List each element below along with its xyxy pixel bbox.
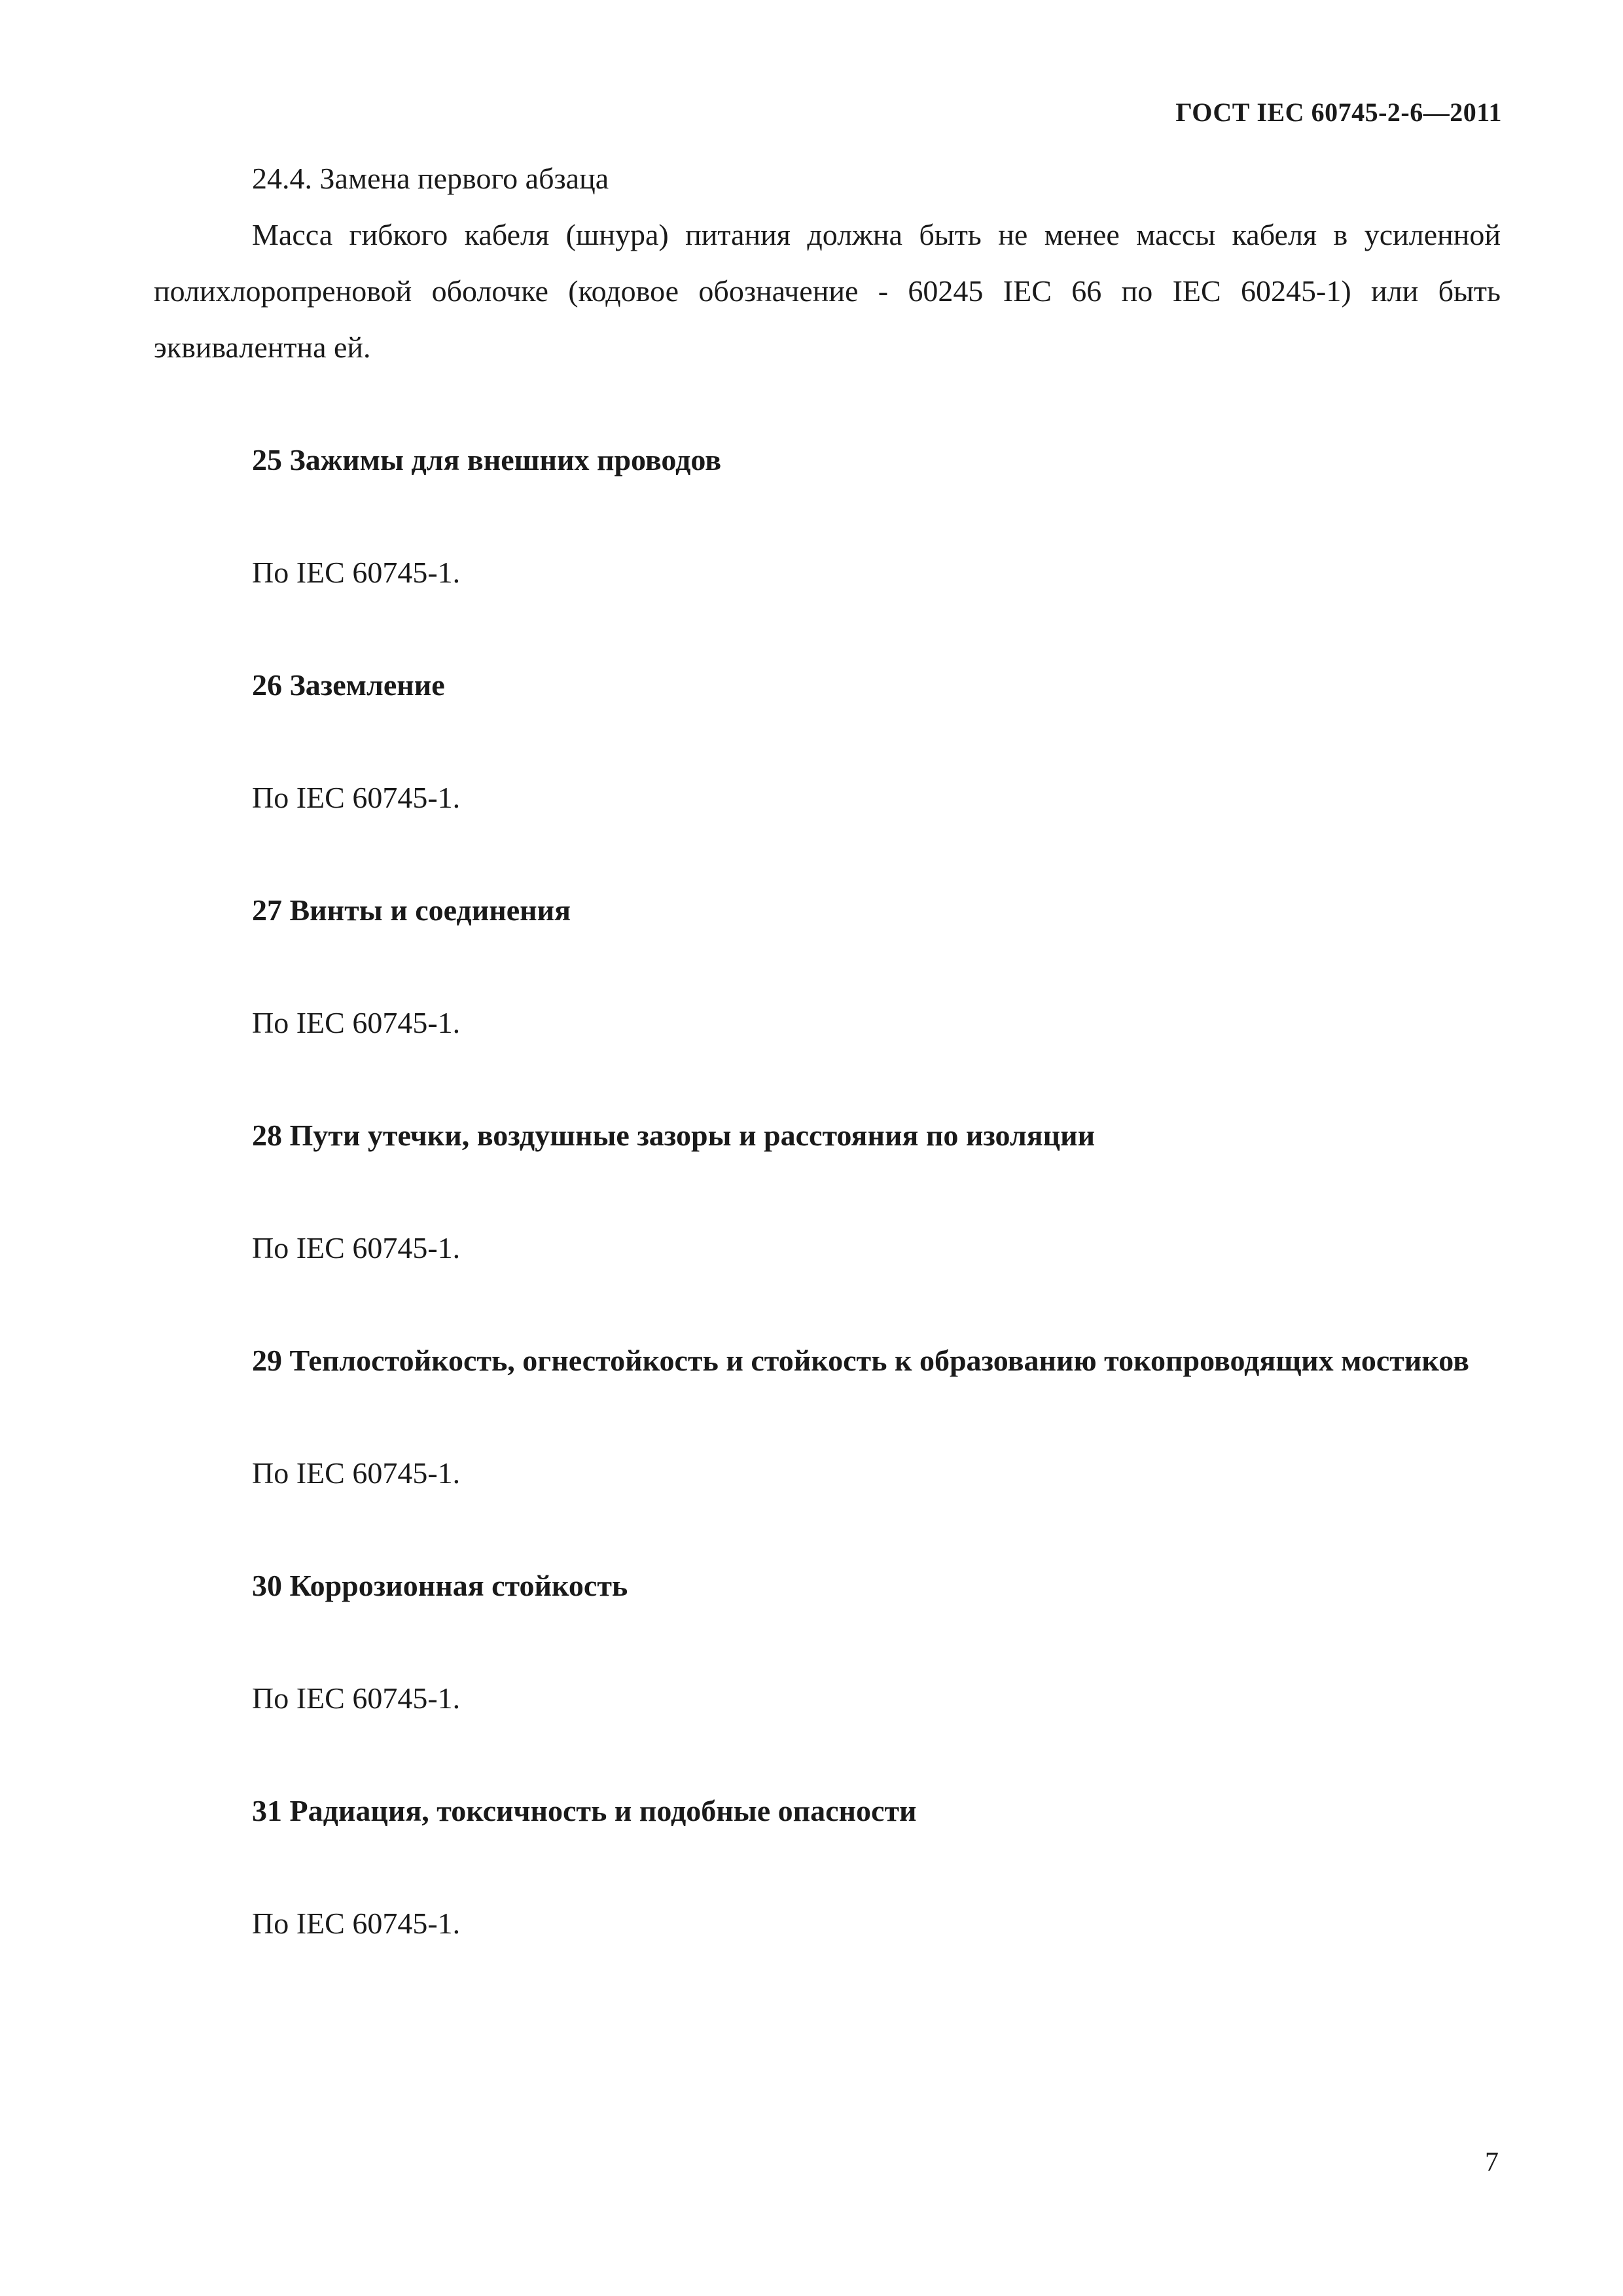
clause-24-4: 24.4. Замена первого абзаца bbox=[252, 162, 609, 195]
section-text: По IEC 60745-1. bbox=[252, 556, 461, 589]
section-30 bbox=[154, 1558, 1501, 1727]
section-heading: 26 Заземление bbox=[252, 668, 445, 702]
section-heading: 28 Пути утечки, воздушные зазоры и расстояния по изоляции bbox=[252, 1119, 1096, 1152]
section-29 bbox=[154, 1333, 1501, 1501]
section-text: По IEC 60745-1. bbox=[252, 1907, 461, 1940]
document-body bbox=[154, 151, 1501, 1952]
section-heading: 30 Коррозионная стойкость bbox=[252, 1569, 628, 1602]
section-heading: 25 Зажимы для внешних проводов bbox=[252, 443, 722, 476]
section-28 bbox=[154, 1107, 1501, 1276]
section-text: По IEC 60745-1. bbox=[252, 781, 461, 814]
section-31 bbox=[154, 1783, 1501, 1952]
section-text: По IEC 60745-1. bbox=[252, 1006, 461, 1039]
section-text: По IEC 60745-1. bbox=[252, 1231, 461, 1265]
document-header: ГОСТ IEC 60745-2-6—2011 bbox=[1175, 98, 1502, 127]
section-27 bbox=[154, 882, 1501, 1051]
section-heading: 31 Радиация, токсичность и подобные опасности bbox=[252, 1794, 917, 1827]
clause-24-4-paragraph: Масса гибкого кабеля (шнура) питания должна быть не менее массы кабеля в усиленной полихлоропреновой оболочке (кодовое обозначение - 60245 IEC 66 по IEC 60245-1) или быть эквивалентна ей. bbox=[154, 218, 1501, 364]
section-26 bbox=[154, 657, 1501, 826]
section-text: По IEC 60745-1. bbox=[252, 1456, 461, 1490]
section-25 bbox=[154, 432, 1501, 601]
section-heading: 29 Теплостойкость, огнестойкость и стойкость к образованию токопроводящих мостиков bbox=[252, 1344, 1469, 1377]
section-text: По IEC 60745-1. bbox=[252, 1681, 461, 1715]
page-number: 7 bbox=[1485, 2147, 1499, 2178]
section-heading: 27 Винты и соединения bbox=[252, 893, 571, 927]
